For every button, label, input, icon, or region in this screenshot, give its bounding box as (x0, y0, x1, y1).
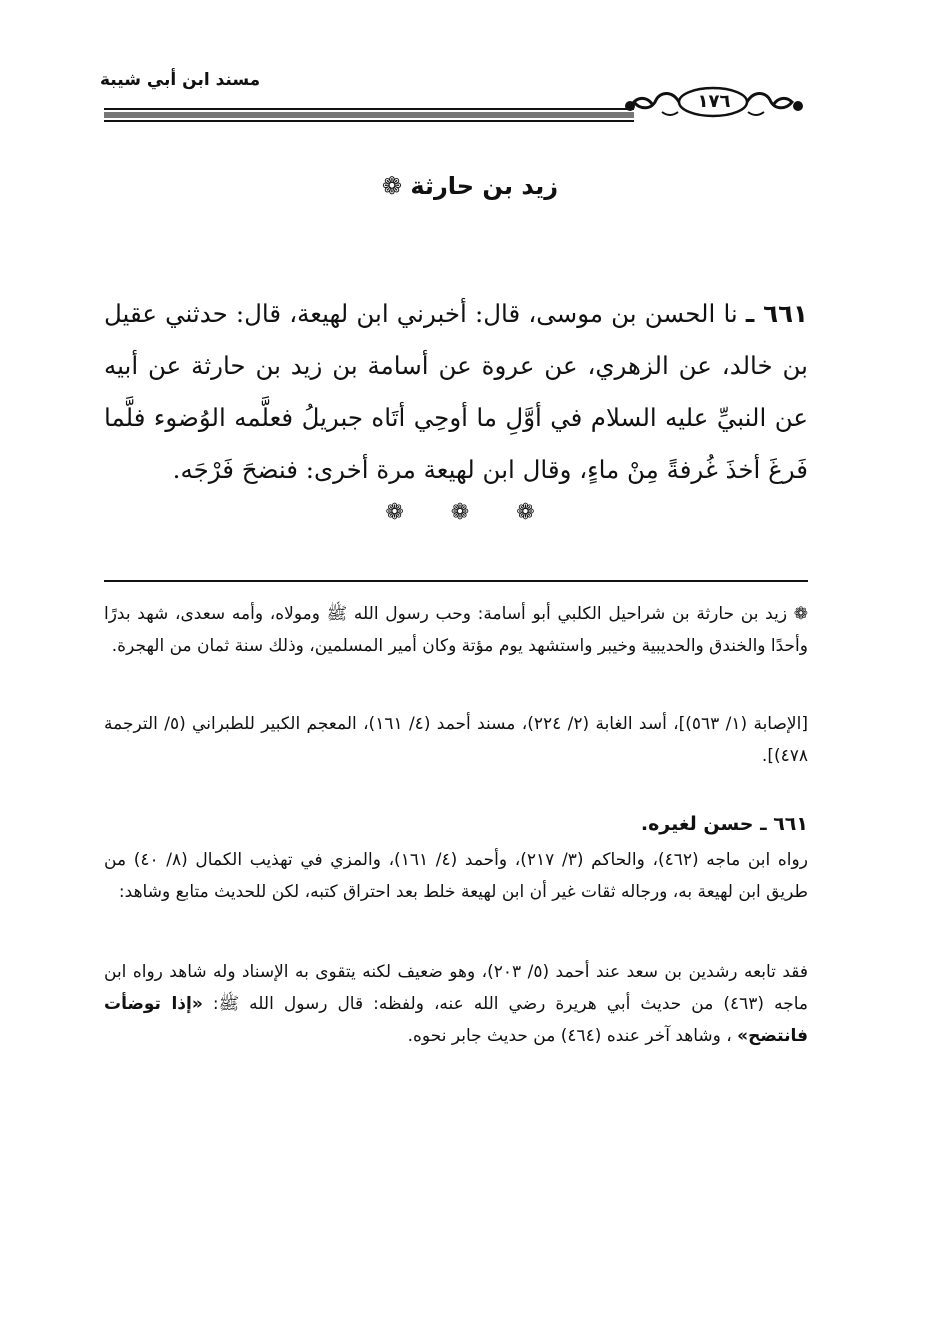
page-number: ١٧٦ (697, 91, 731, 112)
hadith-text-block (104, 288, 808, 496)
footnote-references: [الإصابة (١/ ٥٦٣)]، أسد الغابة (٢/ ٢٢٤)، مسند أحمد (٤/ ١٦١)، المعجم الكبير للطبراني (٥/ الترجمة ٤٧٨)]. (104, 714, 808, 766)
separator-ornaments: ❁ ❁ ❁ (385, 500, 555, 525)
shawahid-quote: «إذا توضأت فانتضح» (104, 994, 808, 1046)
footnote-biography: ❁ زيد بن حارثة بن شراحيل الكلبي أبو أسامة: وحب رسول الله ﷺ ومولاه، وأمه سعدى، شهد بدرًا وأحدًا والخندق والحديبية وخيبر واستشهد يوم مؤتة وكان أمير المسلمين، وذلك سنة ثمان من الهجرة. (104, 604, 808, 656)
shawahid-text-after: ، وشاهد آخر عنده (٤٦٤) من حديث جابر نحوه. (407, 1026, 732, 1046)
header-rule (104, 108, 634, 122)
shawahid-text-before: فقد تابعه رشدين بن سعد عند أحمد (٥/ ٢٠٣)، وهو ضعيف لكنه يتقوى به الإسناد وله شاهد رواه ابن ماجه (٤٦٣) من حديث أبي هريرة رضي الله عنه، ولفظه: قال رسول الله ﷺ: (104, 962, 808, 1014)
hadith-number: ٦٦١ ـ (745, 299, 808, 328)
hadith-body: نا الحسن بن موسى، قال: أخبرني ابن لهيعة، قال: حدثني عقيل بن خالد، عن الزهري، عن عروة عن أسامة بن زيد بن حارثة عن أبيه عن النبيِّ عليه السلام في أوَّلِ ما أوحِي أتَاه جبريلُ فعلَّمه الوُضوء فلَّما فَرغَ أخذَ غُرفةً مِنْ ماءٍ، وقال ابن لهيعة مرة أخرى: فنضحَ فَرْجَه. (104, 299, 808, 484)
hadith-grade: ٦٦١ ـ حسن لغيره. (640, 813, 808, 835)
section-title: زيد بن حارثة ❁ (381, 172, 559, 200)
footnote-shawahid (104, 956, 808, 1052)
footnote-takhrij: رواه ابن ماجه (٤٦٢)، والحاكم (٣/ ٢١٧)، وأحمد (٤/ ١٦١)، والمزي في تهذيب الكمال (٨/ ٤٠) من طريق ابن لهيعة به، ورجاله ثقات غير أن ابن لهيعة خلط بعد احتراق كتبه، لكن للحديث متابع وشاهد: (104, 850, 808, 902)
running-title: مسند ابن أبي شيبة (100, 70, 261, 90)
footnote-divider (104, 580, 808, 582)
